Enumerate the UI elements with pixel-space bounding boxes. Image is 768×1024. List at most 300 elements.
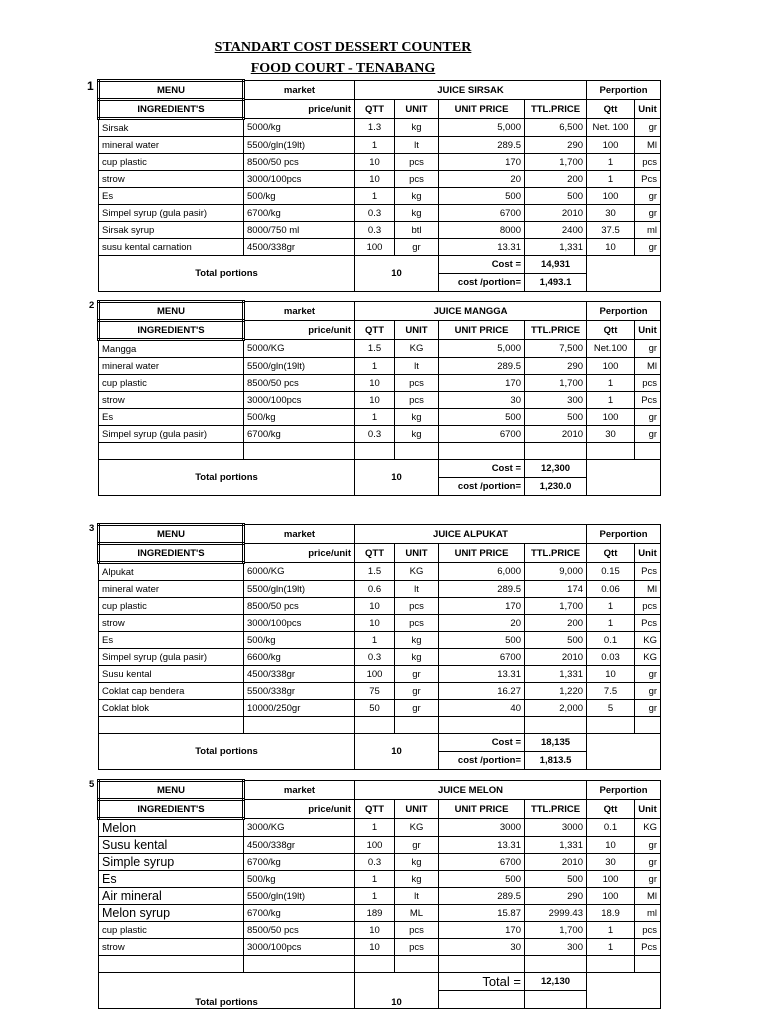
- cell: gr: [635, 340, 661, 358]
- cell: Mangga: [99, 340, 244, 358]
- cell: 10: [355, 154, 395, 171]
- ingredient-row: [99, 137, 661, 154]
- cell: 10: [587, 239, 635, 256]
- cell: [587, 956, 635, 973]
- cell: 10: [587, 666, 635, 683]
- cost-table: [97, 79, 661, 292]
- unit-price-header: UNIT PRICE: [439, 800, 525, 819]
- cell: Sirsak syrup: [99, 222, 244, 239]
- document-subtitle: FOOD COURT - TENABANG: [250, 61, 436, 76]
- cell: 300: [525, 392, 587, 409]
- total-price-header: TTL.PRICE: [525, 544, 587, 563]
- cell: 500: [439, 409, 525, 426]
- qtt-header: QTT: [355, 321, 395, 340]
- cell: 6600/kg: [244, 649, 355, 666]
- blank-row: [99, 717, 661, 734]
- document-title: STANDART COST DESSERT COUNTER: [214, 40, 472, 55]
- cell: Pcs: [635, 563, 661, 581]
- market-header: market: [244, 525, 355, 544]
- cell: 13.31: [439, 239, 525, 256]
- cell: 0.03: [587, 649, 635, 666]
- total-row: [99, 973, 661, 991]
- cell: 0.3: [355, 222, 395, 239]
- cell: 10: [355, 375, 395, 392]
- cell: 5,000: [439, 119, 525, 137]
- cell: 3000/KG: [244, 819, 355, 837]
- cell: gr: [395, 683, 439, 700]
- cell: gr: [635, 239, 661, 256]
- total-portions-label: Total portions: [99, 460, 355, 496]
- section-number: 2: [89, 300, 95, 311]
- cell: 8500/50 pcs: [244, 375, 355, 392]
- qtt-header: QTT: [355, 100, 395, 119]
- cell: 2999.43: [525, 905, 587, 922]
- cell: KG: [395, 819, 439, 837]
- cell: KG: [395, 340, 439, 358]
- cell: 10: [355, 392, 395, 409]
- empty-cell: [587, 256, 661, 292]
- price-unit-header: price/unit: [244, 321, 355, 340]
- section-number: 5: [89, 779, 95, 790]
- cell: Es: [99, 188, 244, 205]
- cell: 289.5: [439, 137, 525, 154]
- ingredient-row: [99, 888, 661, 905]
- cell: [355, 443, 395, 460]
- ingredient-row: [99, 375, 661, 392]
- cell: 50: [355, 700, 395, 717]
- cell: 0.3: [355, 649, 395, 666]
- cell: kg: [395, 205, 439, 222]
- cell: Pcs: [635, 615, 661, 632]
- cell: 3000/100pcs: [244, 392, 355, 409]
- cell: KG: [635, 632, 661, 649]
- cell: 500: [439, 188, 525, 205]
- cell: 5000/kg: [244, 119, 355, 137]
- cell: lt: [395, 137, 439, 154]
- cell: strow: [99, 171, 244, 188]
- menu-name: JUICE SIRSAK: [355, 81, 587, 100]
- header-row: [99, 81, 661, 100]
- cell: 500/kg: [244, 632, 355, 649]
- cell: 2010: [525, 854, 587, 871]
- cell: Simpel syrup (gula pasir): [99, 649, 244, 666]
- cell: 10: [355, 598, 395, 615]
- section-number: 1: [87, 79, 94, 93]
- cell: strow: [99, 615, 244, 632]
- ingredient-row: [99, 649, 661, 666]
- cell: gr: [635, 871, 661, 888]
- price-unit-header: price/unit: [244, 100, 355, 119]
- cell: 13.31: [439, 837, 525, 854]
- unit-price-header: UNIT PRICE: [439, 321, 525, 340]
- cell: gr: [635, 683, 661, 700]
- cell: Susu kental: [99, 837, 244, 854]
- cell: 3000: [439, 819, 525, 837]
- cell: 1: [587, 154, 635, 171]
- cell: susu kental carnation: [99, 239, 244, 256]
- cell: KG: [635, 649, 661, 666]
- cell: 289.5: [439, 358, 525, 375]
- cell: Alpukat: [99, 563, 244, 581]
- blank-row: [99, 443, 661, 460]
- cell: 30: [439, 392, 525, 409]
- cell: Pcs: [635, 939, 661, 956]
- cost-per-portion-label: cost /portion=: [439, 274, 525, 292]
- cell: kg: [395, 119, 439, 137]
- cell: gr: [395, 666, 439, 683]
- cell: 500: [525, 409, 587, 426]
- cell: 289.5: [439, 888, 525, 905]
- cell: Ml: [635, 137, 661, 154]
- cell: 1: [587, 598, 635, 615]
- cell: 6700/kg: [244, 205, 355, 222]
- cell: mineral water: [99, 581, 244, 598]
- cell: 200: [525, 171, 587, 188]
- cell: 4500/338gr: [244, 666, 355, 683]
- cell: 0.6: [355, 581, 395, 598]
- market-header: market: [244, 781, 355, 800]
- cell: 2010: [525, 205, 587, 222]
- cell: 5500/gln(19lt): [244, 358, 355, 375]
- cell: [99, 956, 244, 973]
- cell: 0.1: [587, 632, 635, 649]
- cell: 1: [355, 409, 395, 426]
- total-portions-label: Total portions: [99, 256, 355, 292]
- portion-qtt-header: Qtt: [587, 800, 635, 819]
- cell: [525, 443, 587, 460]
- cell: cup plastic: [99, 375, 244, 392]
- cell: Ml: [635, 358, 661, 375]
- portion-unit-header: Unit: [635, 100, 661, 119]
- total-value: 12,130: [525, 973, 587, 991]
- cell: 18.9: [587, 905, 635, 922]
- cell: 10: [355, 615, 395, 632]
- cost-value: 14,931: [525, 256, 587, 274]
- cell: Simpel syrup (gula pasir): [99, 205, 244, 222]
- ingredient-row: [99, 392, 661, 409]
- cell: 0.3: [355, 854, 395, 871]
- cell: Susu kental: [99, 666, 244, 683]
- cell: 100: [587, 409, 635, 426]
- perportion-header: Perportion: [587, 525, 661, 544]
- cell: gr: [635, 409, 661, 426]
- cell: lt: [395, 888, 439, 905]
- total-portions-value: 10: [355, 734, 439, 770]
- cell: 6700: [439, 854, 525, 871]
- cell: [355, 956, 395, 973]
- cell: 75: [355, 683, 395, 700]
- header-row: [99, 781, 661, 800]
- unit-header: UNIT: [395, 100, 439, 119]
- cell: 0.3: [355, 426, 395, 443]
- menu-header: MENU: [99, 781, 244, 800]
- cell: Net. 100: [587, 119, 635, 137]
- cell: 3000/100pcs: [244, 939, 355, 956]
- cell: 1: [587, 392, 635, 409]
- cell: cup plastic: [99, 922, 244, 939]
- cell: 1: [587, 171, 635, 188]
- cell: strow: [99, 392, 244, 409]
- cell: mineral water: [99, 358, 244, 375]
- unit-price-header: UNIT PRICE: [439, 100, 525, 119]
- cell: 10: [355, 922, 395, 939]
- cell: KG: [635, 819, 661, 837]
- cell: pcs: [395, 939, 439, 956]
- cell: pcs: [395, 392, 439, 409]
- cost-label: Cost =: [439, 734, 525, 752]
- cell: lt: [395, 358, 439, 375]
- cell: gr: [395, 837, 439, 854]
- cell: 3000: [525, 819, 587, 837]
- header-row: [99, 302, 661, 321]
- cell: Pcs: [635, 392, 661, 409]
- perportion-header: Perportion: [587, 81, 661, 100]
- total-price-header: TTL.PRICE: [525, 321, 587, 340]
- cell: cup plastic: [99, 598, 244, 615]
- cost-per-portion-value: 1,813.5: [525, 752, 587, 770]
- cell: 6700/kg: [244, 426, 355, 443]
- cell: strow: [99, 939, 244, 956]
- cell: 4500/338gr: [244, 239, 355, 256]
- total-portions-value: 10: [355, 460, 439, 496]
- cell: 16.27: [439, 683, 525, 700]
- ingredient-row: [99, 632, 661, 649]
- cell: 1: [355, 188, 395, 205]
- cell: lt: [395, 581, 439, 598]
- cell: 100: [355, 239, 395, 256]
- cell: 30: [587, 205, 635, 222]
- cell: pcs: [395, 615, 439, 632]
- ingredient-row: [99, 854, 661, 871]
- cell: 8500/50 pcs: [244, 922, 355, 939]
- cost-per-portion-value: 1,230.0: [525, 478, 587, 496]
- cell: 3000/100pcs: [244, 171, 355, 188]
- cell: Melon: [99, 819, 244, 837]
- header-row: [99, 525, 661, 544]
- cell: 15.87: [439, 905, 525, 922]
- cell: 1.3: [355, 119, 395, 137]
- ingredient-row: [99, 154, 661, 171]
- portion-qtt-header: Qtt: [587, 544, 635, 563]
- portion-qtt-header: Qtt: [587, 100, 635, 119]
- cost-table: [97, 300, 661, 496]
- cell: 30: [587, 854, 635, 871]
- cell: 100: [587, 888, 635, 905]
- cell: [439, 443, 525, 460]
- cell: 2010: [525, 649, 587, 666]
- cell: Ml: [635, 581, 661, 598]
- cell: 30: [587, 426, 635, 443]
- cell: pcs: [395, 598, 439, 615]
- cell: 5000/KG: [244, 340, 355, 358]
- cell: gr: [395, 700, 439, 717]
- total-portions-value: 10: [355, 973, 439, 1009]
- cell: 4500/338gr: [244, 837, 355, 854]
- cell: [244, 956, 355, 973]
- cost-per-portion-value: 1,493.1: [525, 274, 587, 292]
- cell: kg: [395, 632, 439, 649]
- qtt-header: QTT: [355, 800, 395, 819]
- market-header: market: [244, 81, 355, 100]
- cell: 6,000: [439, 563, 525, 581]
- cell: pcs: [395, 171, 439, 188]
- cell: 1: [355, 137, 395, 154]
- ingredient-row: [99, 683, 661, 700]
- cell: [99, 443, 244, 460]
- ingredient-row: [99, 239, 661, 256]
- cell: 6700/kg: [244, 854, 355, 871]
- cell: 6700: [439, 205, 525, 222]
- total-row: [99, 734, 661, 752]
- portion-qtt-header: Qtt: [587, 321, 635, 340]
- cell: 290: [525, 358, 587, 375]
- blank-row: [99, 956, 661, 973]
- section-number: 3: [89, 523, 95, 534]
- cell: btl: [395, 222, 439, 239]
- portion-unit-header: Unit: [635, 321, 661, 340]
- unit-header: UNIT: [395, 800, 439, 819]
- total-portions-label: Total portions: [99, 734, 355, 770]
- cell: pcs: [635, 154, 661, 171]
- cost-table: [97, 523, 661, 770]
- ingredient-row: [99, 188, 661, 205]
- cell: 500: [439, 632, 525, 649]
- cell: 6700: [439, 649, 525, 666]
- empty-cell: [587, 973, 661, 1009]
- ingredients-header: INGREDIENT'S: [99, 800, 244, 819]
- cell: 10000/250gr: [244, 700, 355, 717]
- cell: kg: [395, 426, 439, 443]
- cell: 20: [439, 171, 525, 188]
- total-portions-label: Total portions: [99, 973, 355, 1009]
- cell: 174: [525, 581, 587, 598]
- cell: 20: [439, 615, 525, 632]
- total-portions-value: 10: [355, 256, 439, 292]
- cell: Pcs: [635, 171, 661, 188]
- cell: 6700: [439, 426, 525, 443]
- cell: pcs: [395, 154, 439, 171]
- cell: [587, 443, 635, 460]
- cell: 5: [587, 700, 635, 717]
- cell: Melon syrup: [99, 905, 244, 922]
- cell: 300: [525, 939, 587, 956]
- total-price-header: TTL.PRICE: [525, 100, 587, 119]
- cell: 170: [439, 922, 525, 939]
- ingredient-row: [99, 666, 661, 683]
- cell: Ml: [635, 888, 661, 905]
- cell: 289.5: [439, 581, 525, 598]
- cell: kg: [395, 854, 439, 871]
- cell: 30: [439, 939, 525, 956]
- cell: gr: [635, 119, 661, 137]
- column-header-row: [99, 100, 661, 119]
- cell: [395, 443, 439, 460]
- market-header: market: [244, 302, 355, 321]
- cell: 8500/50 pcs: [244, 154, 355, 171]
- cell: 1,700: [525, 922, 587, 939]
- cell: kg: [395, 649, 439, 666]
- portion-unit-header: Unit: [635, 800, 661, 819]
- cell: 13.31: [439, 666, 525, 683]
- empty-cell: [439, 991, 525, 1009]
- cell: 7.5: [587, 683, 635, 700]
- cell: Air mineral: [99, 888, 244, 905]
- ingredient-row: [99, 700, 661, 717]
- total-row: [99, 460, 661, 478]
- price-unit-header: price/unit: [244, 800, 355, 819]
- cell: Coklat blok: [99, 700, 244, 717]
- cell: gr: [635, 188, 661, 205]
- menu-name: JUICE ALPUKAT: [355, 525, 587, 544]
- cost-value: 12,300: [525, 460, 587, 478]
- ingredient-row: [99, 939, 661, 956]
- cell: 100: [587, 358, 635, 375]
- cell: 1: [355, 358, 395, 375]
- cell: 0.3: [355, 205, 395, 222]
- ingredient-row: [99, 119, 661, 137]
- cell: 290: [525, 888, 587, 905]
- cell: Simple syrup: [99, 854, 244, 871]
- cell: Es: [99, 409, 244, 426]
- cell: 6700/kg: [244, 905, 355, 922]
- cell: 1.5: [355, 563, 395, 581]
- cell: 100: [587, 871, 635, 888]
- ingredient-row: [99, 819, 661, 837]
- cell: 1: [355, 819, 395, 837]
- cell: 1,331: [525, 666, 587, 683]
- price-unit-header: price/unit: [244, 544, 355, 563]
- menu-header: MENU: [99, 302, 244, 321]
- cell: pcs: [635, 598, 661, 615]
- empty-cell: [525, 991, 587, 1009]
- total-label: Total =: [439, 973, 525, 991]
- menu-header: MENU: [99, 81, 244, 100]
- cell: [99, 717, 244, 734]
- cell: 1,331: [525, 239, 587, 256]
- cell: gr: [395, 239, 439, 256]
- ingredients-header: INGREDIENT'S: [99, 544, 244, 563]
- cell: KG: [395, 563, 439, 581]
- ingredient-row: [99, 426, 661, 443]
- qtt-header: QTT: [355, 544, 395, 563]
- cell: kg: [395, 409, 439, 426]
- cell: 1,700: [525, 375, 587, 392]
- cell: 100: [355, 837, 395, 854]
- cell: 8000: [439, 222, 525, 239]
- cell: [635, 717, 661, 734]
- ingredient-row: [99, 905, 661, 922]
- unit-header: UNIT: [395, 321, 439, 340]
- cell: pcs: [395, 922, 439, 939]
- cell: [244, 717, 355, 734]
- unit-price-header: UNIT PRICE: [439, 544, 525, 563]
- ingredient-row: [99, 615, 661, 632]
- cell: 5500/338gr: [244, 683, 355, 700]
- total-row: [99, 256, 661, 274]
- cell: 1: [355, 632, 395, 649]
- cell: 500: [525, 871, 587, 888]
- cell: 500/kg: [244, 871, 355, 888]
- cell: kg: [395, 871, 439, 888]
- menu-header: MENU: [99, 525, 244, 544]
- cell: gr: [635, 666, 661, 683]
- cost-per-portion-label: cost /portion=: [439, 752, 525, 770]
- cell: 5500/gln(19lt): [244, 581, 355, 598]
- cell: 500: [525, 188, 587, 205]
- menu-name: JUICE MANGGA: [355, 302, 587, 321]
- cell: ML: [395, 905, 439, 922]
- cell: 1,331: [525, 837, 587, 854]
